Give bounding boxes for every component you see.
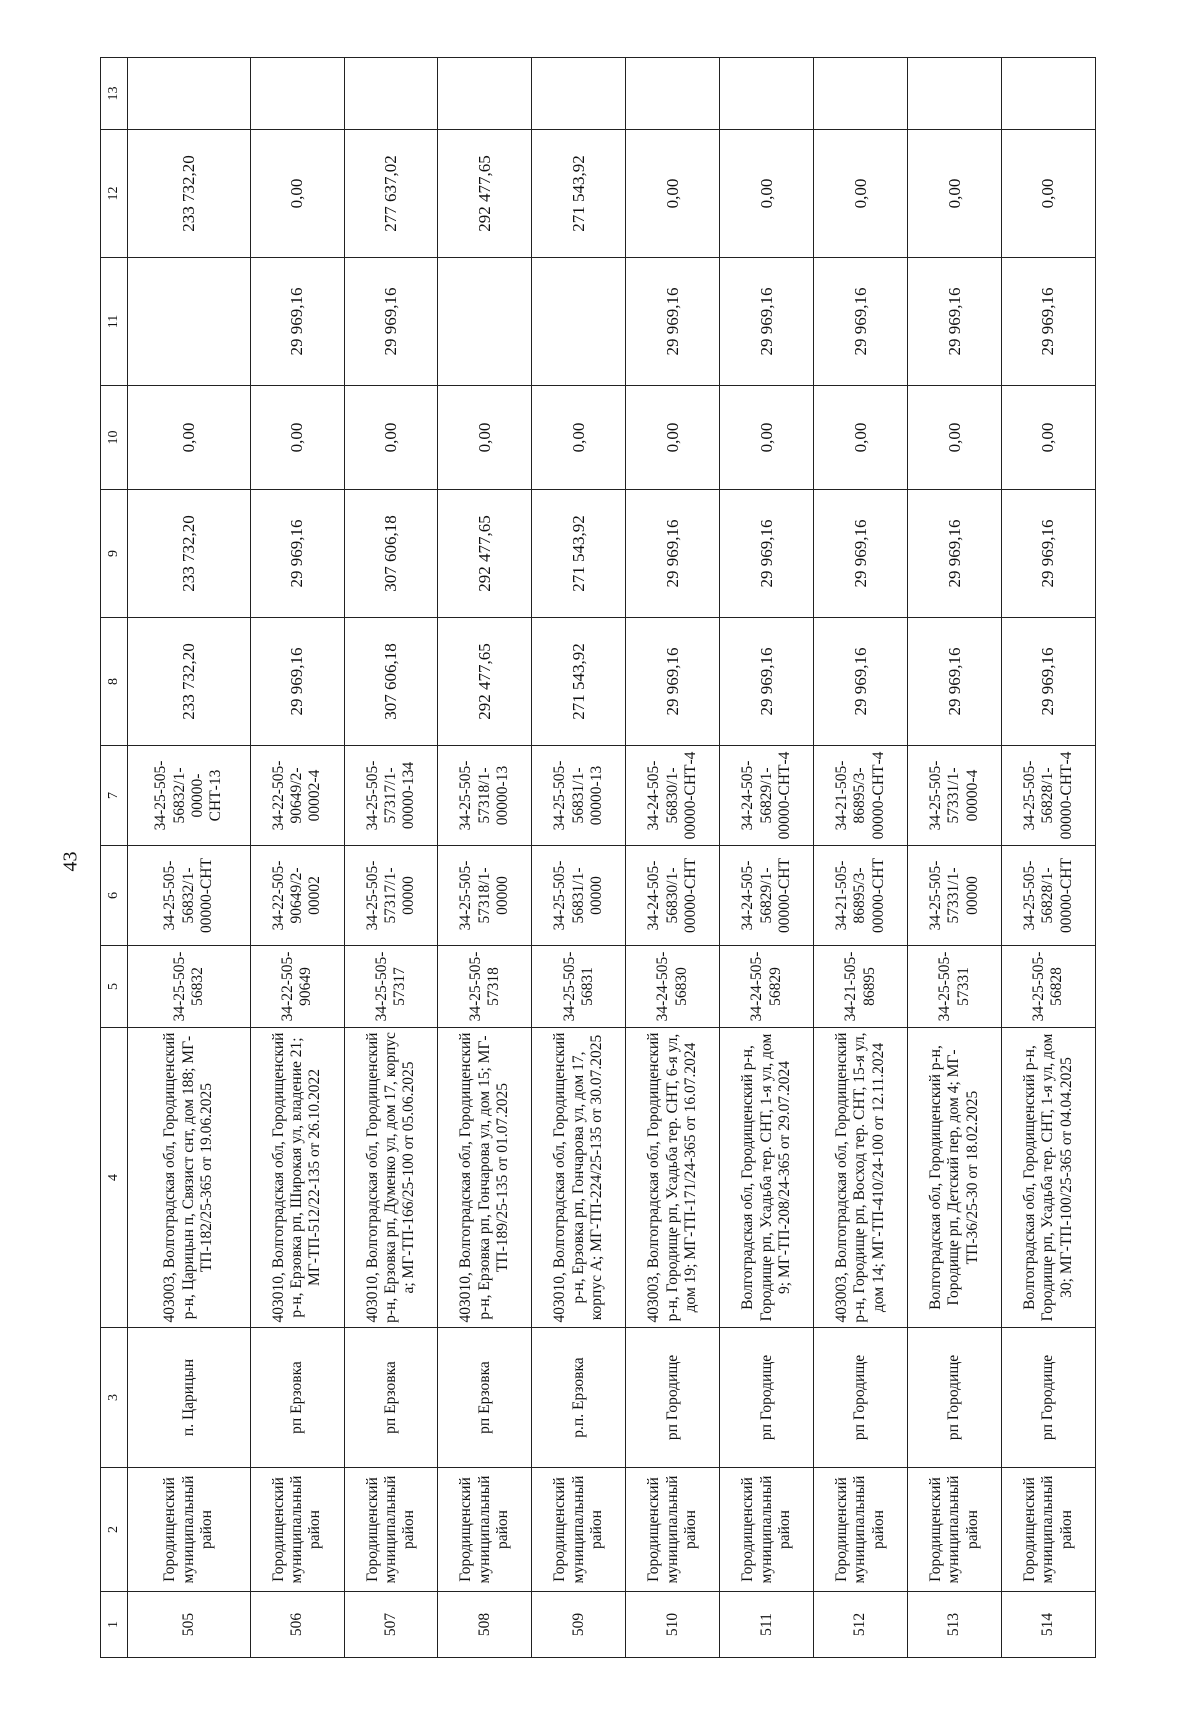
column-header-11: 11 (101, 258, 128, 386)
locality-cell: рп Городище (626, 1328, 720, 1468)
id-cell: 34-21-505-86895/3-00000-СНТ (814, 846, 908, 946)
address-cell: 403010, Волгоградская обл, Городищенский р-н, Ерзовка рп, Думенко ул, дом 17, корпус а; МГ-ТП-166/25-100 от 05.06.2025 (344, 1028, 438, 1328)
column-header-7: 7 (101, 746, 128, 846)
note-cell (1001, 58, 1095, 130)
amount-cell: 29 969,16 (250, 618, 344, 746)
note-cell (626, 58, 720, 130)
total-cell: 29 969,16 (250, 490, 344, 618)
amount-cell: 29 969,16 (720, 618, 814, 746)
locality-cell: п. Царицын (128, 1328, 251, 1468)
row-number: 514 (1001, 1592, 1095, 1658)
total-cell: 271 543,92 (532, 490, 626, 618)
id-full-cell: 34-22-505-90649/2-00002-4 (250, 746, 344, 846)
paid-cell: 29 969,16 (908, 258, 1002, 386)
address-cell: Волгоградская обл, Городищенский р-н, Городище рп, Усадьба тер. СНТ, 1-я ул, дом 30; МГ-ТП-100/25-365 от 04.04.2025 (1001, 1028, 1095, 1328)
id-full-cell: 34-25-505-57317/1-00000-134 (344, 746, 438, 846)
row-number: 508 (438, 1592, 532, 1658)
table-row (1001, 58, 1095, 1658)
row-number: 507 (344, 1592, 438, 1658)
district-cell: Городищенский муниципальный район (532, 1468, 626, 1592)
id-full-cell: 34-21-505-86895/3-00000-СНТ-4 (814, 746, 908, 846)
row-number: 510 (626, 1592, 720, 1658)
address-cell: 403003, Волгоградская обл, Городищенский р-н, Городище рп, Восход тер. СНТ, 15-я ул, дом 14; МГ-ТП-410/24-100 от 12.11.2024 (814, 1028, 908, 1328)
table-row (532, 58, 626, 1658)
code-cell: 34-25-505-56828 (1001, 946, 1095, 1028)
district-cell: Городищенский муниципальный район (908, 1468, 1002, 1592)
balance-cell: 277 637,02 (344, 130, 438, 258)
id-full-cell: 34-25-505-56832/1-00000-СНТ-13 (128, 746, 251, 846)
id-cell: 34-24-505-56830/1-00000-СНТ (626, 846, 720, 946)
id-cell: 34-25-505-57318/1-00000 (438, 846, 532, 946)
table-row (814, 58, 908, 1658)
zero-cell: 0,00 (128, 386, 251, 490)
zero-cell: 0,00 (250, 386, 344, 490)
total-cell: 29 969,16 (1001, 490, 1095, 618)
row-number: 506 (250, 1592, 344, 1658)
code-cell: 34-25-505-57317 (344, 946, 438, 1028)
code-cell: 34-24-505-56829 (720, 946, 814, 1028)
table-row (908, 58, 1002, 1658)
zero-cell: 0,00 (532, 386, 626, 490)
balance-cell: 292 477,65 (438, 130, 532, 258)
row-number: 512 (814, 1592, 908, 1658)
address-cell: 403003, Волгоградская обл, Городищенский р-н, Городище рп, Усадьба тер. СНТ, 6-я ул, дом 19; МГ-ТП-171/24-365 от 16.07.2024 (626, 1028, 720, 1328)
column-header-9: 9 (101, 490, 128, 618)
paid-cell: 29 969,16 (626, 258, 720, 386)
district-cell: Городищенский муниципальный район (344, 1468, 438, 1592)
note-cell (438, 58, 532, 130)
address-cell: 403003, Волгоградская обл, Городищенский р-н, Царицын п, Связист снт, дом 188; МГ-ТП-182/25-365 от 19.06.2025 (128, 1028, 251, 1328)
zero-cell: 0,00 (344, 386, 438, 490)
table-row (720, 58, 814, 1658)
table-body (128, 58, 1096, 1658)
total-cell: 29 969,16 (814, 490, 908, 618)
id-cell: 34-25-505-56828/1-00000-СНТ (1001, 846, 1095, 946)
amount-cell: 307 606,18 (344, 618, 438, 746)
table-row (250, 58, 344, 1658)
column-header-2: 2 (101, 1468, 128, 1592)
balance-cell: 0,00 (1001, 130, 1095, 258)
locality-cell: рп Ерзовка (250, 1328, 344, 1468)
locality-cell: рп Городище (908, 1328, 1002, 1468)
paid-cell (438, 258, 532, 386)
paid-cell: 29 969,16 (720, 258, 814, 386)
header-row (101, 58, 128, 1658)
balance-cell: 0,00 (908, 130, 1002, 258)
total-cell: 29 969,16 (720, 490, 814, 618)
locality-cell: рп Городище (720, 1328, 814, 1468)
code-cell: 34-25-505-57318 (438, 946, 532, 1028)
row-number: 511 (720, 1592, 814, 1658)
amount-cell: 29 969,16 (814, 618, 908, 746)
note-cell (814, 58, 908, 130)
column-header-4: 4 (101, 1028, 128, 1328)
note-cell (532, 58, 626, 130)
paid-cell: 29 969,16 (250, 258, 344, 386)
table-row (438, 58, 532, 1658)
locality-cell: рп Ерзовка (438, 1328, 532, 1468)
column-header-8: 8 (101, 618, 128, 746)
address-cell: Волгоградская обл, Городищенский р-н, Городище рп, Детский пер, дом 4; МГ-ТП-36/25-30 от 18.02.2025 (908, 1028, 1002, 1328)
id-full-cell: 34-24-505-56829/1-00000-СНТ-4 (720, 746, 814, 846)
zero-cell: 0,00 (626, 386, 720, 490)
id-full-cell: 34-25-505-56831/1-00000-13 (532, 746, 626, 846)
row-number: 505 (128, 1592, 251, 1658)
code-cell: 34-24-505-56830 (626, 946, 720, 1028)
id-cell: 34-22-505-90649/2-00002 (250, 846, 344, 946)
code-cell: 34-25-505-56832 (128, 946, 251, 1028)
amount-cell: 29 969,16 (1001, 618, 1095, 746)
locality-cell: рп Ерзовка (344, 1328, 438, 1468)
amount-cell: 29 969,16 (626, 618, 720, 746)
zero-cell: 0,00 (720, 386, 814, 490)
district-cell: Городищенский муниципальный район (626, 1468, 720, 1592)
column-header-5: 5 (101, 946, 128, 1028)
note-cell (250, 58, 344, 130)
column-header-12: 12 (101, 130, 128, 258)
address-cell: 403010, Волгоградская обл, Городищенский р-н, Ерзовка рп, Гончарова ул, дом 15; МГ-ТП-189/25-135 от 01.07.2025 (438, 1028, 532, 1328)
id-full-cell: 34-25-505-57318/1-00000-13 (438, 746, 532, 846)
id-cell: 34-24-505-56829/1-00000-СНТ (720, 846, 814, 946)
zero-cell: 0,00 (1001, 386, 1095, 490)
note-cell (344, 58, 438, 130)
row-number: 509 (532, 1592, 626, 1658)
note-cell (720, 58, 814, 130)
page-number: 43 (59, 851, 82, 872)
balance-cell: 0,00 (250, 130, 344, 258)
district-cell: Городищенский муниципальный район (250, 1468, 344, 1592)
district-cell: Городищенский муниципальный район (128, 1468, 251, 1592)
amount-cell: 29 969,16 (908, 618, 1002, 746)
paid-cell (532, 258, 626, 386)
district-cell: Городищенский муниципальный район (1001, 1468, 1095, 1592)
paid-cell: 29 969,16 (344, 258, 438, 386)
address-cell: 403010, Волгоградская обл, Городищенский р-н, Ерзовка рп, Широкая ул, владение 21; МГ-ТП-512/22-135 от 26.10.2022 (250, 1028, 344, 1328)
locality-cell: рп Городище (814, 1328, 908, 1468)
paid-cell: 29 969,16 (814, 258, 908, 386)
amount-cell: 233 732,20 (128, 618, 251, 746)
zero-cell: 0,00 (814, 386, 908, 490)
id-full-cell: 34-24-505-56830/1-00000-СНТ-4 (626, 746, 720, 846)
paid-cell: 29 969,16 (1001, 258, 1095, 386)
amount-cell: 292 477,65 (438, 618, 532, 746)
amount-cell: 271 543,92 (532, 618, 626, 746)
note-cell (128, 58, 251, 130)
row-number: 513 (908, 1592, 1002, 1658)
total-cell: 29 969,16 (908, 490, 1002, 618)
balance-cell: 233 732,20 (128, 130, 251, 258)
id-full-cell: 34-25-505-57331/1-00000-4 (908, 746, 1002, 846)
total-cell: 29 969,16 (626, 490, 720, 618)
table-row (344, 58, 438, 1658)
column-header-10: 10 (101, 386, 128, 490)
column-header-3: 3 (101, 1328, 128, 1468)
id-cell: 34-25-505-56832/1-00000-СНТ (128, 846, 251, 946)
id-cell: 34-25-505-57331/1-00000 (908, 846, 1002, 946)
locality-cell: рп Городище (1001, 1328, 1095, 1468)
balance-cell: 0,00 (626, 130, 720, 258)
table-row (626, 58, 720, 1658)
code-cell: 34-25-505-56831 (532, 946, 626, 1028)
column-header-1: 1 (101, 1592, 128, 1658)
balance-cell: 271 543,92 (532, 130, 626, 258)
balance-cell: 0,00 (720, 130, 814, 258)
id-cell: 34-25-505-56831/1-00000 (532, 846, 626, 946)
column-header-13: 13 (101, 58, 128, 130)
zero-cell: 0,00 (438, 386, 532, 490)
district-cell: Городищенский муниципальный район (438, 1468, 532, 1592)
total-cell: 292 477,65 (438, 490, 532, 618)
zero-cell: 0,00 (908, 386, 1002, 490)
code-cell: 34-22-505-90649 (250, 946, 344, 1028)
address-cell: Волгоградская обл, Городищенский р-н, Городище рп, Усадьба тер. СНТ, 1-я ул, дом 9; МГ-ТП-208/24-365 от 29.07.2024 (720, 1028, 814, 1328)
data-table (100, 57, 1096, 1658)
total-cell: 307 606,18 (344, 490, 438, 618)
code-cell: 34-25-505-57331 (908, 946, 1002, 1028)
rotated-table-container (100, 58, 1096, 1658)
district-cell: Городищенский муниципальный район (814, 1468, 908, 1592)
address-cell: 403010, Волгоградская обл, Городищенский р-н, Ерзовка рп, Гончарова ул, дом 17, корпус А; МГ-ТП-224/25-135 от 30.07.2025 (532, 1028, 626, 1328)
id-full-cell: 34-25-505-56828/1-00000-СНТ-4 (1001, 746, 1095, 846)
paid-cell (128, 258, 251, 386)
id-cell: 34-25-505-57317/1-00000 (344, 846, 438, 946)
column-header-6: 6 (101, 846, 128, 946)
balance-cell: 0,00 (814, 130, 908, 258)
code-cell: 34-21-505-86895 (814, 946, 908, 1028)
note-cell (908, 58, 1002, 130)
table-row (128, 58, 251, 1658)
total-cell: 233 732,20 (128, 490, 251, 618)
district-cell: Городищенский муниципальный район (720, 1468, 814, 1592)
locality-cell: р.п. Ерзовка (532, 1328, 626, 1468)
